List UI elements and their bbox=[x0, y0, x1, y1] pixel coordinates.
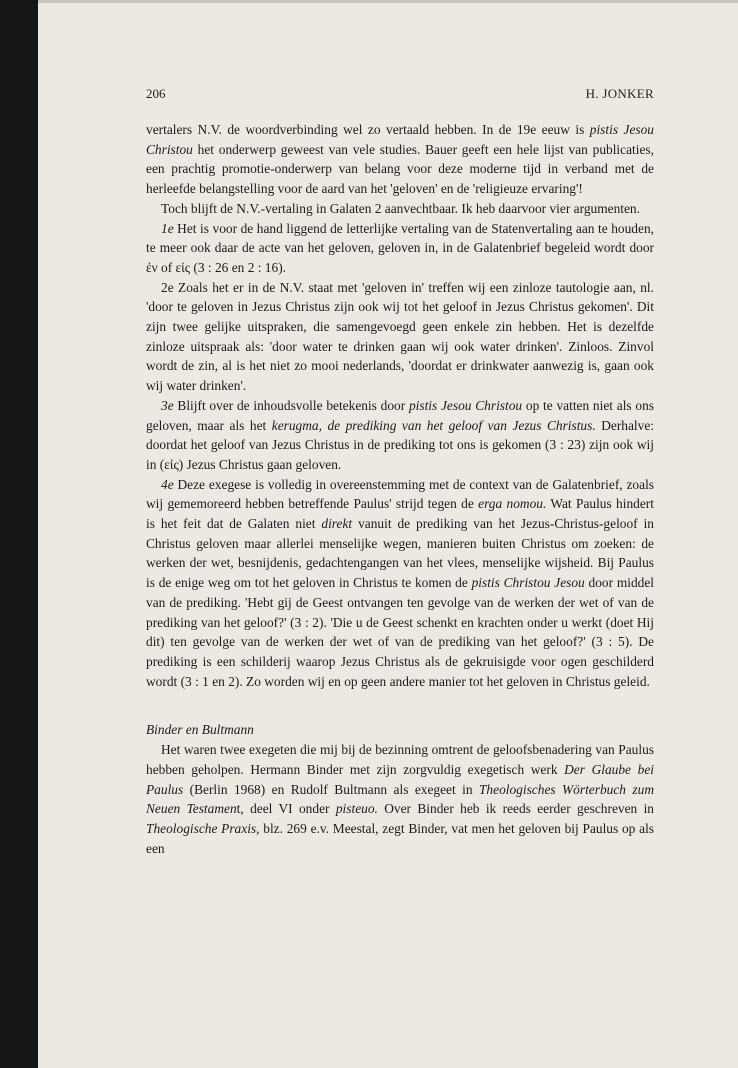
body-text bbox=[146, 120, 654, 858]
paragraph-6: 4e Deze exegese is volledig in overeenstemming met de context van de Galatenbrief, zoals wij gememoreerd hebben betreffende Paulus' strijd tegen de erga nomou. Wat Paulus hindert is het feit dat de Galaten niet direkt vanuit de prediking van het Jezus-Christus-geloof in Christus geloven maar allerlei menselijke wegen, manieren buiten Christus om zoeken: de werken der wet, besnijdenis, gedachtengangen van het vlees, menselijke wijsheid. Bij Paulus is de enige weg om tot het geloven in Christus te komen de pistis Christou Jesou door middel van de prediking. 'Hebt gij de Geest ontvangen ten gevolge van de werken der wet of van de prediking van het geloof?' (3 : 2). 'Die u de Geest schenkt en krachten onder u werkt (doet Hij dit) ten gevolge van de werken der wet of van de prediking van het geloof?' (3 : 5). De prediking is een schilderij waarop Jezus Christus als de gekruisigde voor ogen geschilderd wordt (3 : 1 en 2). Zo worden wij en op geen andere manier tot het geloven in Christus geleid. bbox=[146, 476, 655, 689]
paragraph-5: 3e Blijft over de inhoudsvolle betekenis door pistis Jesou Christou op te vatten niet als ons geloven, maar als het kerugma, de prediking van het geloof van Jezus Christus. Derhalve: doordat het geloof van Jezus Christus in de prediking tot ons is gekomen (3 : 23) zijn ook wij in (εἰς) Jezus Christus gaan geloven. bbox=[146, 397, 655, 472]
paragraph-3: 1e Het is voor de hand liggend de letterlijke vertaling van de Statenvertaling aan te houden, te meer ook daar de acte van het geloven, geloven in, in de Galatenbrief begeleid wordt door ἐν of εἰς (3 : 26 en 2 : 16). bbox=[146, 220, 654, 275]
book-page bbox=[38, 0, 738, 1068]
section-heading: Binder en Bultmann bbox=[146, 722, 254, 738]
page-number: 206 bbox=[146, 86, 166, 101]
paragraph-1: vertalers N.V. de woordverbinding wel zo vertaald hebben. In de 19e eeuw is pistis Jesou Christou het onderwerp geweest van vele studies. Bauer geeft een hele lijst van publicaties, een prachtig promotie-onderwerp van belang voor deze moderne tijd in verband met de herleefde belangstelling voor de aard van het 'geloven' en de 'religieuze ervaring'! bbox=[146, 122, 654, 197]
paragraph-7: Het waren twee exegeten die mij bij de bezinning omtrent de geloofsbenadering van Paulus hebben geholpen. Hermann Binder met zijn zorgvuldig exegetisch werk Der Glaube bei Paulus (Berlin 1968) en Rudolf Bultmann als exegeet in Theologisches Wörterbuch zum Neuen Testament, deel VI onder pisteuo. Over Binder heb ik reeds eerder geschreven in Theologische Praxis, blz. 269 e.v. Meestal, zegt Binder, vat men het geloven bij Paulus op als een bbox=[146, 742, 655, 856]
running-head-author: H. JONKER bbox=[585, 86, 654, 101]
paragraph-2: Toch blijft de N.V.-vertaling in Galaten 2 aanvechtbaar. Ik heb daarvoor vier argumenten. bbox=[161, 200, 640, 216]
paragraph-4: 2e Zoals het er in de N.V. staat met 'geloven in' treffen wij een zinloze tautologie aan, nl. 'door te geloven in Jezus Christus zijn ook wij tot het geloof in Jezus Christus gekomen'. Dit zijn twee gelijke uitspraken, die samengevoegd geen enkele zin hebben. Het is dezelfde zinloze uitspraak als: 'door water te drinken gaan wij ook water drinken'. Zinloos. Zinvol wordt de zin, al is het niet zo mooi nederlands, 'doordat er drinkwater aanwezig is, gaan ook wij water drinken'. bbox=[146, 279, 654, 394]
